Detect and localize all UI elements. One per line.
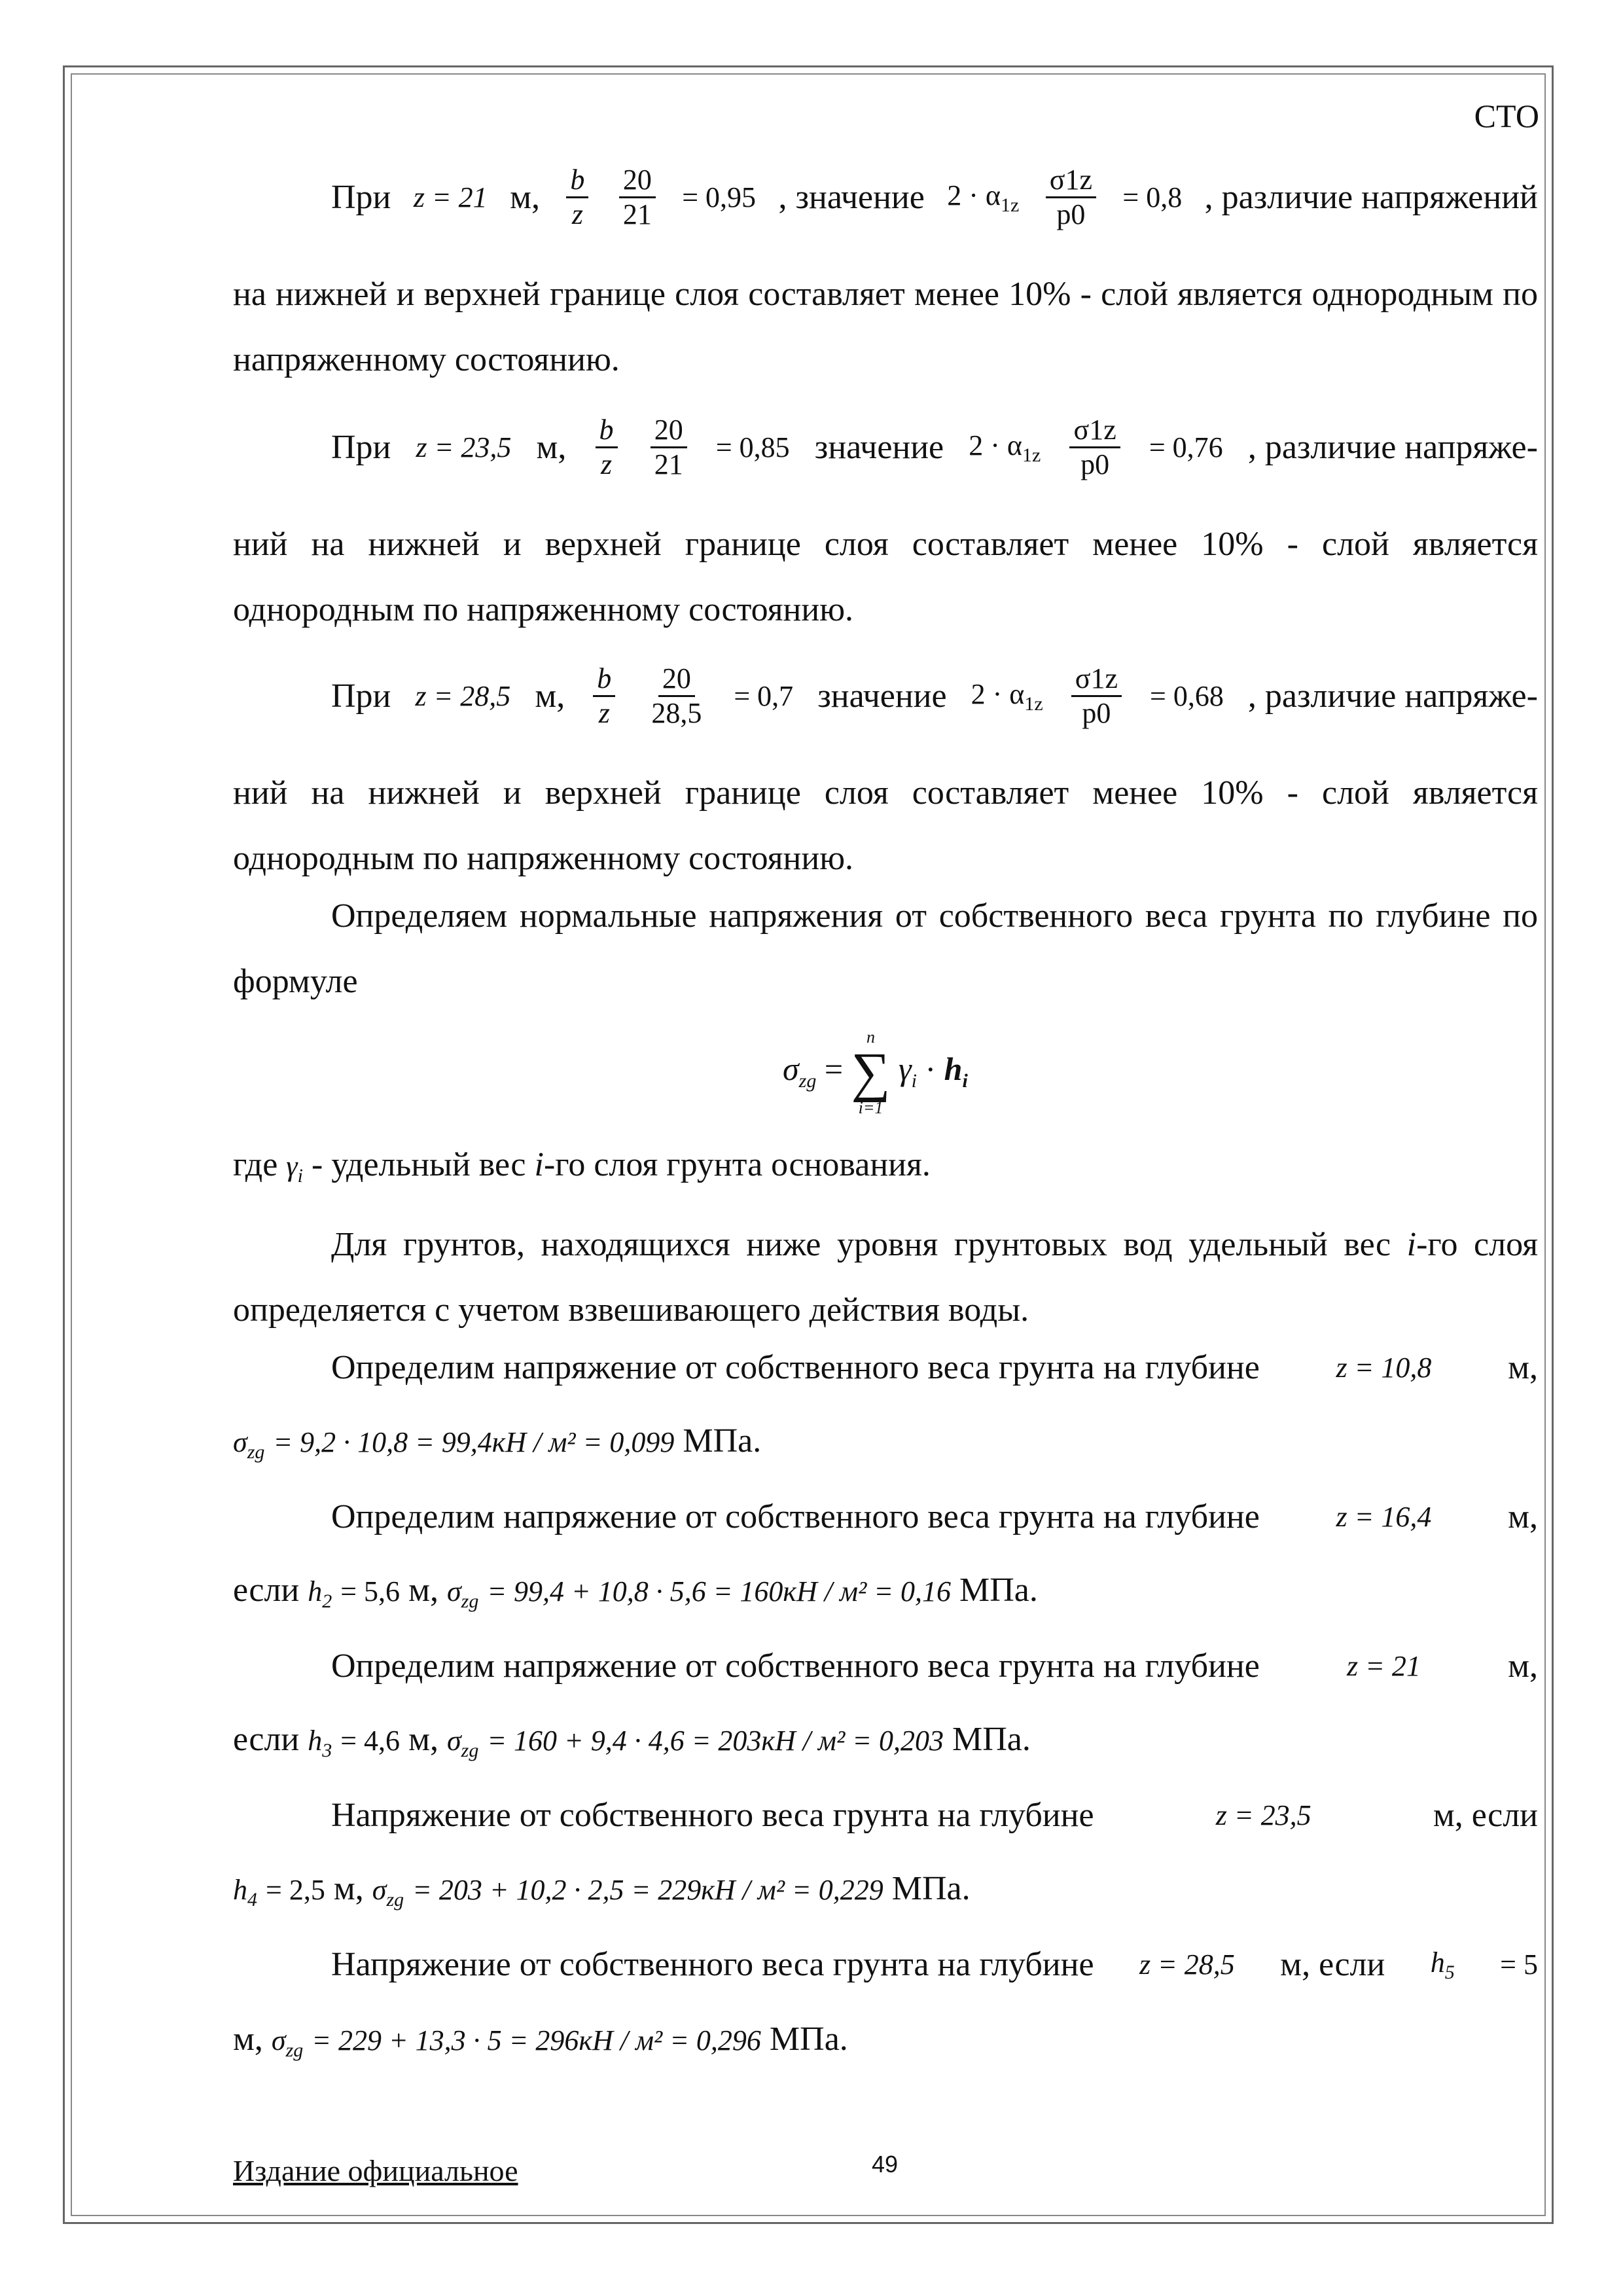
calc4-expr: = 203 + 10,2 · 2,5 = 229кН / м² = 0,229 <box>412 1874 883 1906</box>
para1-z: z = 21 <box>413 181 488 213</box>
para2-b-over-z: $\frac{b}{z}$ <box>596 414 618 481</box>
para2-sigma-fraction: $\frac{\sigma 1z}{p0}$ <box>1069 414 1120 481</box>
calc1-mpa: МПа. <box>683 1422 762 1460</box>
calc4-unit: м, если <box>1433 1797 1538 1834</box>
calc5-h-unit: м, <box>233 2020 263 2058</box>
para3-lead: При <box>331 677 391 715</box>
formula-gamma: $\gamma_i$ <box>898 1050 917 1092</box>
para1-ratio-result: = 0,95 <box>682 181 757 213</box>
calc4-mpa: МПа. <box>891 1870 971 1907</box>
where-i: i <box>534 1146 544 1183</box>
where-lead: где <box>233 1146 278 1183</box>
calc2-line1 <box>233 1498 1538 1536</box>
calc4-line2 <box>233 1869 1538 1911</box>
calc1-unit: м, <box>1508 1349 1538 1386</box>
para2-formula-line <box>233 414 1538 481</box>
para2-continuation: ний на нижней и верхней границе слоя составляет менее 10% - слой является однородным по напряженному состоянию. <box>233 526 1538 628</box>
para1-continuation: на нижней и верхней границе слоя составляет менее 10% - слой является однородным по напряженному состоянию. <box>233 276 1538 378</box>
calc5-z: z = 28,5 <box>1139 1948 1235 1981</box>
para3-alpha: $2 \cdot \alpha_{1z}$ <box>971 677 1043 715</box>
calc3-mpa: МПа. <box>952 1721 1031 1758</box>
para1-alpha: $2 \cdot \alpha_{1z}$ <box>947 179 1020 216</box>
para2-z: z = 23,5 <box>416 431 512 463</box>
calc2-h: $h_2$ <box>308 1575 332 1612</box>
calc2-mpa: МПа. <box>959 1571 1038 1609</box>
calc5-mpa: МПа. <box>769 2020 848 2058</box>
para5-text: Для грунтов, находящихся ниже уровня грунтовых вод удельный вес i-го слоя определяется с учетом взвешивающего действия воды. <box>233 1226 1539 1329</box>
para1-fraction: $\frac{20}{21}$ <box>619 164 656 231</box>
where-text1: - удельный вес <box>311 1146 526 1183</box>
calc5-unit: м, если <box>1280 1946 1385 1983</box>
calc2-unit: м, <box>1508 1498 1538 1535</box>
calc5-text: Напряжение от собственного веса грунта на глубине <box>331 1946 1094 1983</box>
calc5-line2 <box>233 2020 1538 2062</box>
calc3-h: $h_3$ <box>308 1725 332 1761</box>
calc5-expr: = 229 + 13,3 · 5 = 296кН / м² = 0,296 <box>312 2024 761 2056</box>
where-gamma: $\gamma_i$ <box>286 1150 303 1187</box>
calc4-text: Напряжение от собственного веса грунта на глубине <box>331 1797 1094 1834</box>
para3-formula-line <box>233 662 1538 730</box>
official-edition-label: Издание официальное <box>233 2154 518 2187</box>
calc1-text: Определим напряжение от собственного веса грунта на глубине <box>331 1349 1260 1386</box>
para3-sigma-fraction: $\frac{\sigma 1z}{p0}$ <box>1071 662 1122 730</box>
calc5-sigma: $\sigma_{zg}$ <box>271 2024 304 2061</box>
calc2-line2 <box>233 1571 1538 1613</box>
calc2-h-unit: м, <box>408 1571 438 1609</box>
formula-dot: · <box>925 1050 936 1088</box>
para1-word-value: , значение <box>778 179 925 216</box>
formula-lhs: $\sigma_{zg}$ <box>783 1050 817 1092</box>
calc2-z: z = 16,4 <box>1336 1501 1432 1533</box>
calc3-sigma: $\sigma_{zg}$ <box>446 1725 479 1761</box>
calc5-line1 <box>233 1945 1538 1984</box>
sigma-sum-formula <box>783 1028 968 1118</box>
calc5-h: $h_5$ <box>1430 1946 1455 1983</box>
para3-tail: , различие напряже- <box>1247 677 1538 715</box>
para1-unit: м, <box>510 179 540 216</box>
para1-sigma-fraction: $\frac{\sigma 1z}{p0}$ <box>1046 164 1096 231</box>
para3-continuation: ний на нижней и верхней границе слоя составляет менее 10% - слой является однородным по напряженному состоянию. <box>233 774 1538 877</box>
para3-unit: м, <box>535 677 565 715</box>
calc3-h-unit: м, <box>408 1721 438 1758</box>
para1-b-over-z: $\frac{b}{z}$ <box>566 164 588 231</box>
calc2-if: если <box>233 1571 300 1609</box>
para4-text: Определяем нормальные напряжения от собственного веса грунта по глубине по формуле <box>233 897 1538 1000</box>
para1-lead: При <box>331 179 391 216</box>
para2-tail: , различие напряже- <box>1247 429 1538 466</box>
calc1-line1 <box>233 1348 1538 1387</box>
calc4-h-val: = 2,5 <box>266 1874 325 1906</box>
calc4-h: $h_4$ <box>233 1874 257 1910</box>
formula-h: $h_i$ <box>944 1050 968 1092</box>
calc3-expr: = 160 + 9,4 · 4,6 = 203кН / м² = 0,203 <box>487 1725 944 1757</box>
para3-fraction: $\frac{20}{28,5}$ <box>651 662 702 729</box>
calc3-h-val: = 4,6 <box>340 1725 401 1757</box>
calc2-h-val: = 5,6 <box>340 1575 401 1607</box>
calc2-sigma: $\sigma_{zg}$ <box>446 1575 479 1612</box>
para1-alpha-result: = 0,8 <box>1122 181 1183 213</box>
calc1-line2 <box>233 1422 1538 1463</box>
document-code: СТО <box>1474 98 1539 134</box>
para1-tail: , различие напряжений <box>1204 179 1538 216</box>
para2-word-value: значение <box>814 429 944 466</box>
para2-alpha: $2 \cdot \alpha_{1z}$ <box>969 429 1041 466</box>
para3-b-over-z: $\frac{b}{z}$ <box>593 662 615 730</box>
formula-eq: = <box>824 1050 844 1088</box>
para2-fraction: $\frac{20}{21}$ <box>651 414 687 481</box>
where-text2: -го слоя грунта основания. <box>543 1146 931 1183</box>
calc5-h-val: = 5 <box>1500 1948 1538 1981</box>
calc4-h-unit: м, <box>333 1870 364 1907</box>
para3-word-value: значение <box>817 677 947 715</box>
calc1-z: z = 10,8 <box>1336 1352 1432 1384</box>
calc4-sigma: $\sigma_{zg}$ <box>372 1874 404 1910</box>
calc3-line2 <box>233 1720 1538 1762</box>
para2-lead: При <box>331 429 391 466</box>
para1-formula-line <box>233 164 1538 231</box>
page-number: 49 <box>872 2151 899 2178</box>
para2-ratio-result: = 0,85 <box>715 431 790 463</box>
calc2-text: Определим напряжение от собственного веса грунта на глубине <box>331 1498 1260 1535</box>
para2-alpha-result: = 0,76 <box>1149 431 1223 463</box>
calc4-line1 <box>233 1796 1538 1835</box>
calc1-sigma: $\sigma_{zg}$ <box>233 1426 265 1463</box>
para3-z: z = 28,5 <box>415 680 511 712</box>
para3-alpha-result: = 0,68 <box>1150 680 1224 712</box>
calc3-if: если <box>233 1721 300 1758</box>
para2-unit: м, <box>536 429 567 466</box>
para3-ratio-result: = 0,7 <box>734 680 794 712</box>
calc1-expr: = 9,2 · 10,8 = 99,4кН / м² = 0,099 <box>273 1426 675 1458</box>
calc3-z: z = 21 <box>1347 1650 1421 1682</box>
sum-operator: n ∑ i=1 <box>851 1028 891 1117</box>
where-line <box>233 1145 1538 1187</box>
calc3-line1 <box>233 1647 1538 1685</box>
calc4-z: z = 23,5 <box>1215 1799 1311 1831</box>
calc3-unit: м, <box>1508 1647 1538 1685</box>
calc2-expr: = 99,4 + 10,8 · 5,6 = 160кН / м² = 0,16 <box>487 1575 951 1607</box>
calc3-text: Определим напряжение от собственного веса грунта на глубине <box>331 1647 1260 1685</box>
